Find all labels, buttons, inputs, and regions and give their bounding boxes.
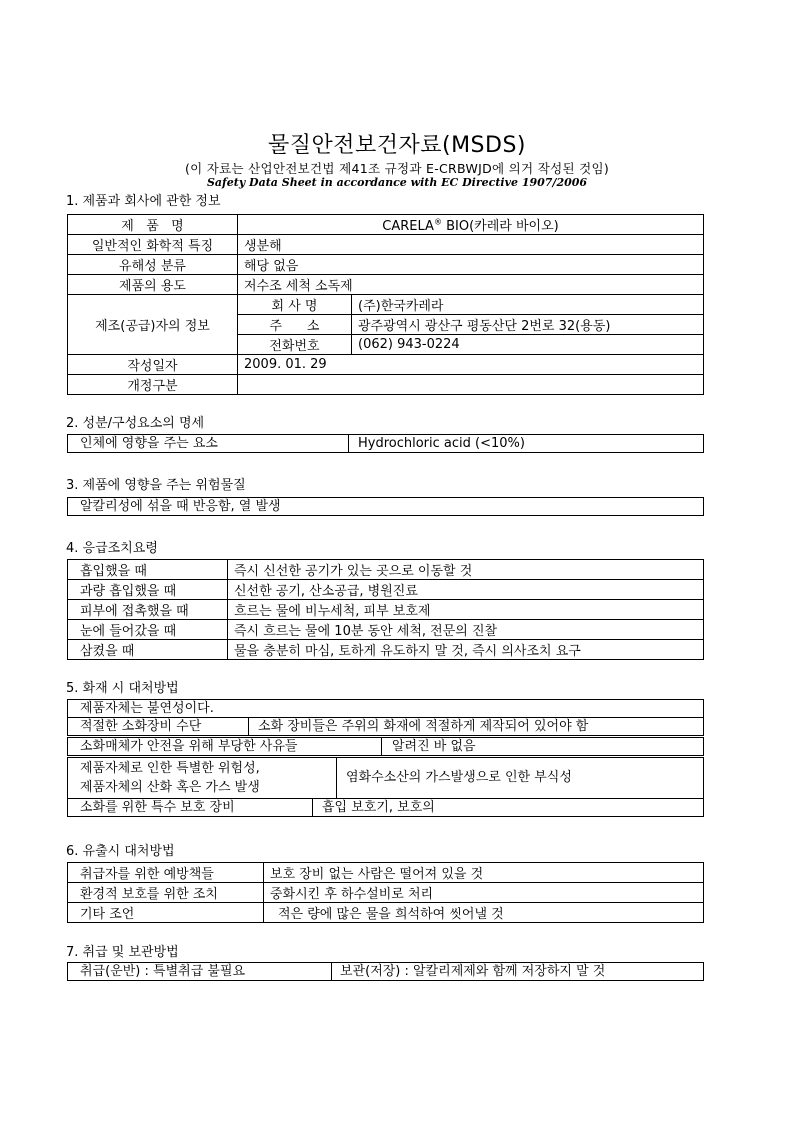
fire-row-3 — [67, 737, 704, 756]
unsuitable-media-value: 알려진 바 없음 — [392, 739, 476, 754]
first-aid-label: 눈에 들어갔을 때 — [68, 620, 228, 640]
address-label: 주 소 — [238, 315, 352, 335]
spill-value: 보호 장비 없는 사람은 떨어져 있을 것 — [264, 863, 704, 883]
first-aid-label: 흡입했을 때 — [68, 560, 228, 580]
company-value: (주)한국카레라 — [352, 295, 704, 315]
extinguisher-value: 소화 장비들은 주위의 화재에 적절하게 제작되어 있어야 함 — [258, 719, 589, 734]
fire-nonflammable: 제품자체는 불연성이다. — [80, 701, 214, 716]
date-label: 작성일자 — [68, 355, 238, 375]
first-aid-table — [67, 559, 704, 660]
revision-label: 개정구분 — [68, 375, 238, 395]
section-2-heading: 2. 성분/구성요소의 명세 — [66, 416, 205, 431]
section-6-heading: 6. 유출시 대처방법 — [66, 844, 175, 859]
phone-value: (062) 943-0224 — [352, 335, 704, 355]
feature-label: 일반적인 화학적 특징 — [68, 235, 238, 255]
spill-label: 취급자를 위한 예방책들 — [68, 863, 264, 883]
document-title: 물질안전보건자료(MSDS) — [267, 133, 527, 158]
special-hazard-label-1: 제품자체로 인한 특별한 위험성, — [80, 761, 260, 776]
component-value: Hydrochloric acid (<10%) — [358, 436, 525, 451]
special-hazard-value: 염화수소산의 가스발생으로 인한 부식성 — [346, 770, 572, 785]
first-aid-label: 과량 흡입했을 때 — [68, 580, 228, 600]
spill-label: 환경적 보호를 위한 조치 — [68, 883, 264, 903]
storage-row — [67, 962, 704, 981]
date-value: 2009. 01. 29 — [238, 355, 704, 375]
phone-label: 전화번호 — [238, 335, 352, 355]
product-name-label: 제 품 명 — [68, 215, 238, 235]
feature-value: 생분해 — [238, 235, 704, 255]
first-aid-value: 흐르는 물에 비누세척, 피부 보호제 — [228, 600, 704, 620]
use-value: 저수조 세척 소독제 — [238, 275, 704, 295]
spill-value: 적은 량에 많은 물을 희석하여 씻어낼 것 — [264, 903, 704, 923]
storage-value: 보관(저장) : 알칼리제제와 함께 저장하지 말 것 — [340, 964, 606, 979]
extinguisher-label: 적절한 소화장비 수단 — [80, 719, 202, 734]
unsuitable-media-label: 소화매체가 안전을 위해 부당한 사유들 — [80, 739, 298, 754]
maker-label: 제조(공급)자의 정보 — [68, 295, 238, 355]
address-value: 광주광역시 광산구 평동산단 2번로 32(용동) — [352, 315, 704, 335]
first-aid-label: 피부에 접촉했을 때 — [68, 600, 228, 620]
section-2-row — [67, 434, 704, 453]
section-4-heading: 4. 응급조치요령 — [66, 541, 158, 556]
special-hazard-label-2: 제품자체의 산화 혹은 가스 발생 — [80, 780, 260, 795]
fire-row-2 — [67, 717, 704, 736]
protective-equipment-label: 소화를 위한 특수 보호 장비 — [80, 800, 235, 815]
use-label: 제품의 용도 — [68, 275, 238, 295]
company-label: 회 사 명 — [238, 295, 352, 315]
section-5-heading: 5. 화재 시 대처방법 — [66, 681, 179, 696]
spill-value: 중화시킨 후 하수설비로 처리 — [264, 883, 704, 903]
first-aid-value: 즉시 흐르는 물에 10분 동안 세척, 전문의 진찰 — [228, 620, 704, 640]
section-3-row — [67, 497, 704, 516]
section-7-heading: 7. 취급 및 보관방법 — [66, 945, 179, 960]
first-aid-value: 즉시 신선한 공기가 있는 곳으로 이동할 것 — [228, 560, 704, 580]
section-1-table — [67, 214, 704, 395]
hazard-substance-value: 알칼리성에 섞을 때 반응함, 열 발생 — [80, 499, 281, 514]
product-name-value: CARELA® BIO(카레라 바이오) — [238, 215, 704, 235]
hazard-value: 해당 없음 — [238, 255, 704, 275]
document-subtitle: (이 자료는 산업안전보건법 제41조 규정과 E-CRBWJD에 의거 작성된 것임) — [184, 161, 610, 176]
spill-table — [67, 862, 704, 923]
document-subtitle-en: Safety Data Sheet in accordance with EC Directive 1907/2006 — [206, 176, 588, 189]
fire-row-5 — [67, 798, 704, 817]
first-aid-label: 삼켰을 때 — [68, 640, 228, 660]
component-label: 인체에 영향을 주는 요소 — [80, 436, 218, 451]
section-1-heading: 1. 제품과 회사에 관한 정보 — [66, 194, 221, 209]
first-aid-value: 물을 충분히 마심, 토하게 유도하지 말 것, 즉시 의사조치 요구 — [228, 640, 704, 660]
first-aid-value: 신선한 공기, 산소공급, 병원진료 — [228, 580, 704, 600]
hazard-label: 유해성 분류 — [68, 255, 238, 275]
spill-label: 기타 조언 — [68, 903, 264, 923]
section-3-heading: 3. 제품에 영향을 주는 위험물질 — [66, 478, 246, 493]
protective-equipment-value: 흡입 보호기, 보호의 — [322, 800, 435, 815]
fire-row-4 — [67, 757, 704, 799]
fire-row-1 — [67, 699, 704, 718]
handling-value: 취급(운반) : 특별취급 불필요 — [80, 964, 246, 979]
revision-value — [238, 375, 704, 395]
